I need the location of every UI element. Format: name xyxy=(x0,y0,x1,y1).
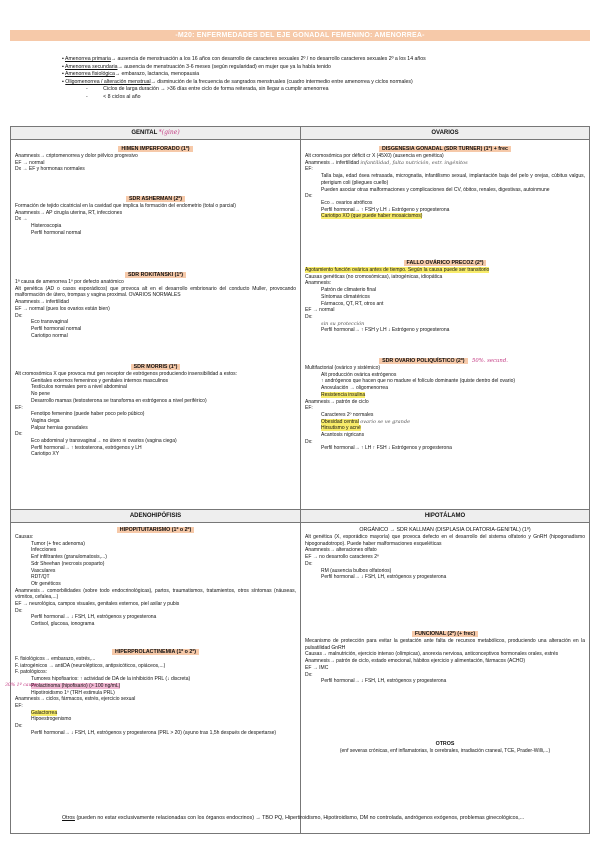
list-item: Anamnesis→ criptomenorrea y dolor pélvico progresivo xyxy=(15,153,138,159)
intro-definitions xyxy=(62,56,582,102)
list-item: Tumores hipofisarios: ↑ actividad de DA de la inhibición PRL (↓ discreta) xyxy=(31,676,191,683)
list-item: Perfil hormonal→ ↓ FSH, LH, estrógenos y progesterona xyxy=(321,574,447,581)
asherman-section xyxy=(15,195,296,237)
list-item: Tumor (+ frec adenoma) xyxy=(31,540,85,547)
genital-column xyxy=(15,141,296,507)
otros-text: (enf severas crónicas, enf inflamatorias, lx cerebrales, irradiación craneal, TCE, Prader-Willi,...) xyxy=(339,748,551,754)
list-item: Cortisol, glucosa, ionograma xyxy=(31,621,95,628)
def-oligo-sub2: - < 8 ciclos al año xyxy=(86,93,141,100)
list-item: EF: xyxy=(305,166,313,173)
list-item: Anamnesis→ infertilidad xyxy=(15,299,69,306)
list-item: Perfil hormonal→ ↓ FSH, LH, estrógenos y progesterona (PRL > 20) (ayuno tras 1,5h después de despertarse) xyxy=(31,729,277,736)
list-item: Perfil hormonal normal xyxy=(31,229,82,236)
list-item: Perfil hormonal→ ↓ FSH, LH, estrógenos y progesterona xyxy=(321,678,447,685)
content-table xyxy=(5,126,590,834)
list-item: Alt genética (AD o casos esporádicos) que provoca alt en el desarrollo embrionario del conducto Muller, provocando malformación de útero, trompas y vagina proximal. OVARIOS NORMALES xyxy=(15,285,296,299)
adenohipofisis-column xyxy=(15,524,296,830)
list-item: Palpar hernias gonadales xyxy=(31,424,88,431)
list-item: Anamnesis: xyxy=(305,280,332,287)
list-item: Pueden asociar otras malformaciones y complicaciones del CV, óbitos, renales, digestivas, autoinmune xyxy=(321,186,550,193)
list-item: Histeroscopia xyxy=(31,223,62,230)
list-item: F. fisiológicos→ embarazo, estrés,... xyxy=(15,656,96,662)
himen-title: HIMEN IMPERFORADO (1º) xyxy=(15,145,296,153)
list-item: Alt cromosómica X que provoca mut gen receptor de estrógenos produciendo insensibilidad a estos: xyxy=(15,371,238,377)
list-item: Anamnesis→ patrón de ciclo, estado emocional, hábitos ejercicio y alimentación, fármacos (ACHO) xyxy=(305,658,526,665)
hiperprolactinemia-title: HIPERPROLACTINEMIA (1º o 2º) xyxy=(15,648,296,656)
list-item: Hipotiroidismo 1º (TRH estimula PRL) xyxy=(31,689,115,696)
morris-title: SDR MORRIS (1º) xyxy=(15,363,296,371)
list-item: EF: xyxy=(305,405,313,412)
list-item: Anamnesis→ patrón de ciclo xyxy=(305,398,369,405)
list-item: Dx: xyxy=(15,312,23,319)
list-item: Eco→ ovarios atróficos xyxy=(321,199,373,206)
asherman-title: SDR ASHERMAN (2º) xyxy=(15,195,296,203)
list-item: RDT/QT xyxy=(31,574,50,581)
list-item: Enf infiltrantes (granulomatosis,...) xyxy=(31,554,107,561)
list-item: Patrón de climaterio final xyxy=(321,287,377,294)
list-item: Multifactorial (ovárico y sistémico) xyxy=(305,365,381,371)
list-item: Obesidad central ovario se ve grande xyxy=(321,418,411,425)
funcional-section xyxy=(305,630,585,685)
list-item: sin su protección xyxy=(321,320,365,327)
header-hipotalamo: HIPOTÁLAMO xyxy=(301,510,589,523)
list-item: Acantosis nigricans xyxy=(321,432,365,439)
list-item: Causas→ malnutrición, ejercicio intenso (olímpicas), anorexia nerviosa, anticonceptivos hormonales orales, estrés xyxy=(305,651,559,658)
list-item: Perfil hormonal→ ↑ FSH y LH ↓ Estrógeno y progesterona xyxy=(321,206,450,213)
list-item: Perfil hormonal→ ↑ FSH y LH ↓ Estrógeno y progesterona xyxy=(321,327,450,334)
otros-section xyxy=(305,740,585,755)
header-ovarios: OVARIOS xyxy=(301,127,589,140)
list-item: Síntomas climatéricos xyxy=(321,293,370,300)
morris-section xyxy=(15,363,296,458)
list-item: Anamnesis→ comorbilidades (sobre todo endocrinológicas), partos, traumatismos, tratamientos, otros síntomas (náuseas, vómitos, cefalea,...) xyxy=(15,587,296,601)
list-item: EF → no desarrollo caracteres 2º xyxy=(305,554,379,561)
list-item: Dx: xyxy=(15,431,23,438)
fallo-section xyxy=(305,259,585,334)
list-item: Dx: xyxy=(305,193,313,200)
list-item: 1ª causa de amenorrea 1º por defecto anatómico xyxy=(15,279,124,285)
list-item: Anamnesis→ infertilidad infantilidad, falta nutrición, estr. ingénitos xyxy=(305,159,468,166)
list-item: Talla baja, edad ósea retrasada, micrognatia, infantilismo sexual, implantación baja del pelo y orejas, cúbitus valgus, pterigium coli (pliegues cuello) xyxy=(321,173,585,186)
list-item: Anamnesis→ ciclos, fármacos, estrés, ejercicio sexual xyxy=(15,696,136,703)
list-item: Mecanismo de protección para evitar la gestación ante falta de recursos metabólicos, produciendo una alteración en la pulsatilidad GnRH xyxy=(305,638,585,651)
list-item: Eco transvaginal xyxy=(31,319,68,326)
list-item: Anovulación → oligomenorrea xyxy=(321,385,388,392)
list-item: Vagina ciega xyxy=(31,417,60,424)
list-item: EF → neurológica, campos visuales, genitales externos, piel axilar y pubis xyxy=(15,601,180,608)
list-item: Alt producción ovárica estrógenos xyxy=(321,371,397,378)
list-item: Prolactinoma (hipofisario) (> 100 ng/mL) xyxy=(31,682,121,689)
header-adenohipofisis: ADENOHIPÓFISIS xyxy=(11,510,300,523)
list-item: EF → IMC xyxy=(305,664,329,671)
fallo-title: FALLO OVÁRICO PRECOZ (2º) xyxy=(305,259,585,267)
list-item: EF → normal xyxy=(15,159,45,166)
list-item: ↑ andrógenos que hacen que no madure el folículo dominante (quiste dentro del ovario) xyxy=(321,378,516,385)
list-item: Anamnesis→ alteraciones olfato xyxy=(305,547,377,554)
turner-title: DISGENESIA GONADAL (SDR TURNER) (1º) + frec xyxy=(305,145,585,153)
def-fisiologica: ▪ Amenorrea fisiológica→ embarazo, lactancia, menopausia xyxy=(62,71,200,78)
list-item: No pene xyxy=(31,391,50,398)
list-item: Alt cromosómica por déficit cr X (45X0) (ausencia en genética) xyxy=(305,153,444,159)
list-item: Formación de tejido cicatricial en la cavidad que implica la formación del endometrio (total o parcial) xyxy=(15,203,236,209)
column-divider xyxy=(300,127,301,833)
list-item: Hirsutismo y acné xyxy=(321,425,361,432)
kallman-title: ORGÁNICO → SDR KALLMAN (DISPLASIA OLFATORIA-GENITAL) (1º) xyxy=(359,527,531,533)
list-item: Dx → xyxy=(15,216,28,223)
list-item: Hipoestrogenismo xyxy=(31,716,72,723)
list-item: Otr genéticos xyxy=(31,580,61,587)
list-item: Fenotipo femenino (puede haber poco pelo púbico) xyxy=(31,411,145,418)
list-item: Fármacos, QT, RT, otros ant xyxy=(321,300,384,307)
list-item: Alt genética (X, esporádico mayoría) que provoca defecto en el desarrollo del sistema olfatorio y GnRH (hipogonadismo hipogonadotropo). Puede haber malformaciones esqueléticas xyxy=(305,534,585,547)
def-oligomenorrea: ▪ Oligomenorrea / alteración menstrual→ disminución de la frecuencia de sangrados menstruales (cuadro intermedio entre amenorrea y ciclos normales) xyxy=(62,78,413,85)
list-item: Dx: xyxy=(15,607,23,614)
hipotalamo-column xyxy=(305,524,585,830)
list-item: Eco abdominal y transvaginal→ no útero ni ovarios (vagina ciega) xyxy=(31,438,177,445)
list-item: Anamnesis→ AP cirugía uterina, RT, infecciones xyxy=(15,209,123,216)
kallman-section xyxy=(305,526,585,581)
handwritten-note: 30% 1º causa xyxy=(5,683,37,688)
def-primaria: ▪ Amenorrea primaria→ ausencia de menstruación a los 16 años con desarrollo de caracteres sexuales 2º / no desarrollo caracteres sexuales 2º a los 14 años xyxy=(62,56,426,62)
def-secundaria: ▪ Amenorrea secundaria→ ausencia de menstruación 3-6 meses (según regularidad) en mujer que ya la había tenido xyxy=(62,63,331,70)
header-genital: GENITAL *(gine) xyxy=(11,127,300,140)
list-item: Cariotipo XY xyxy=(31,451,60,458)
list-item: F. iatrogénicos → antiDA (neurolépticos, antipsicóticos, opiáceos,...) xyxy=(15,662,166,669)
list-item: Perfil hormonal normal xyxy=(31,325,82,332)
list-item: Desarrollo mamas (testosterona se transforma en estrógenos a nivel periférico) xyxy=(31,397,207,404)
list-item: Causas genéticas (no cromosómicas), iatrogénicas, idiopática xyxy=(305,273,443,280)
rokitansky-title: SDR ROKITANSKI (1º) xyxy=(15,271,296,279)
list-item: Testículos normales pero a nivel abdominal xyxy=(31,384,127,391)
list-item: Resistencia insulina xyxy=(321,391,366,398)
list-item: Dx: xyxy=(305,313,313,320)
list-item: Galactorrea xyxy=(31,709,58,716)
list-item: Dx: xyxy=(305,671,313,678)
def-oligo-sub1: - Ciclos de larga duración → >36 días entre ciclo de forma reiterada, sin llegar a cumplir amenorrea xyxy=(86,86,329,93)
list-item: EF → normal xyxy=(305,307,335,314)
list-item: EF: xyxy=(15,404,23,411)
list-item: Caracteres 2º normales xyxy=(321,411,374,418)
funcional-title: FUNCIONAL (2º) (+ frec) xyxy=(305,630,585,638)
list-item: Causas: xyxy=(15,534,34,540)
list-item: Perfil hormonal→ ↑ testosterona, estrógenos y LH xyxy=(31,444,142,451)
list-item: Perfil hormonal→ ↓ FSH, LH, estrógenos y progesterona xyxy=(31,614,157,621)
list-item: Dx: xyxy=(15,723,23,730)
list-item: Sdr Sheehan (necrosis posparto) xyxy=(31,560,105,567)
list-item: Agotamiento función ovárica antes de tiempo. Según la causa puede ser transitorio xyxy=(305,267,490,273)
list-item: EF → normal (pues los ovarios están bien) xyxy=(15,305,110,312)
ovarios-column xyxy=(305,141,585,507)
list-item: EF: xyxy=(15,702,23,709)
page-title: -M20: ENFERMEDADES DEL EJE GONADAL FEMENINO: AMENORREA- xyxy=(10,30,590,41)
list-item: Genitales externos femeninos y genitales internos masculinos xyxy=(31,377,169,384)
himen-section xyxy=(15,145,296,173)
sop-title: SDR OVARIO POLIQUÍSTICO (2º) 50%. secund. xyxy=(305,357,585,365)
list-item: Perfil hormonal→ ↑ LH ↑ FSH ↓ Estrógenos y progesterona xyxy=(321,445,452,452)
hipopituitarismo-title: HIPOPITUITARISMO (1º o 2º) xyxy=(15,526,296,534)
sop-section xyxy=(305,357,585,452)
rokitansky-section xyxy=(15,271,296,339)
list-item: Cariotipo normal xyxy=(31,332,68,339)
list-item: Vasculares xyxy=(31,567,56,574)
list-item: Dx: xyxy=(305,438,313,445)
list-item: Dx: xyxy=(305,560,313,567)
turner-section xyxy=(305,145,585,220)
otros-title: OTROS xyxy=(435,741,455,747)
hiperprolactinemia-section xyxy=(15,648,296,736)
list-item: RM (ausencia bulbos olfatorios) xyxy=(321,567,392,574)
footer-note: Otros (pueden no estar exclusivamente relacionadas con los órganos endocrinos) → TBO PQ, Hipertiroidismo, Hipotiroidismo, DM no controlada, andrógenos exógenos, problemas ginecológicos,... xyxy=(62,815,525,821)
list-item: Infecciones xyxy=(31,547,57,554)
list-item: Cariotipo XO (que puede haber mosaicismos) xyxy=(321,213,423,220)
list-item: F. patológicos: xyxy=(15,669,47,676)
list-item: Dx → EF y hormonas normales xyxy=(15,166,85,173)
hipopituitarismo-section xyxy=(15,526,296,628)
